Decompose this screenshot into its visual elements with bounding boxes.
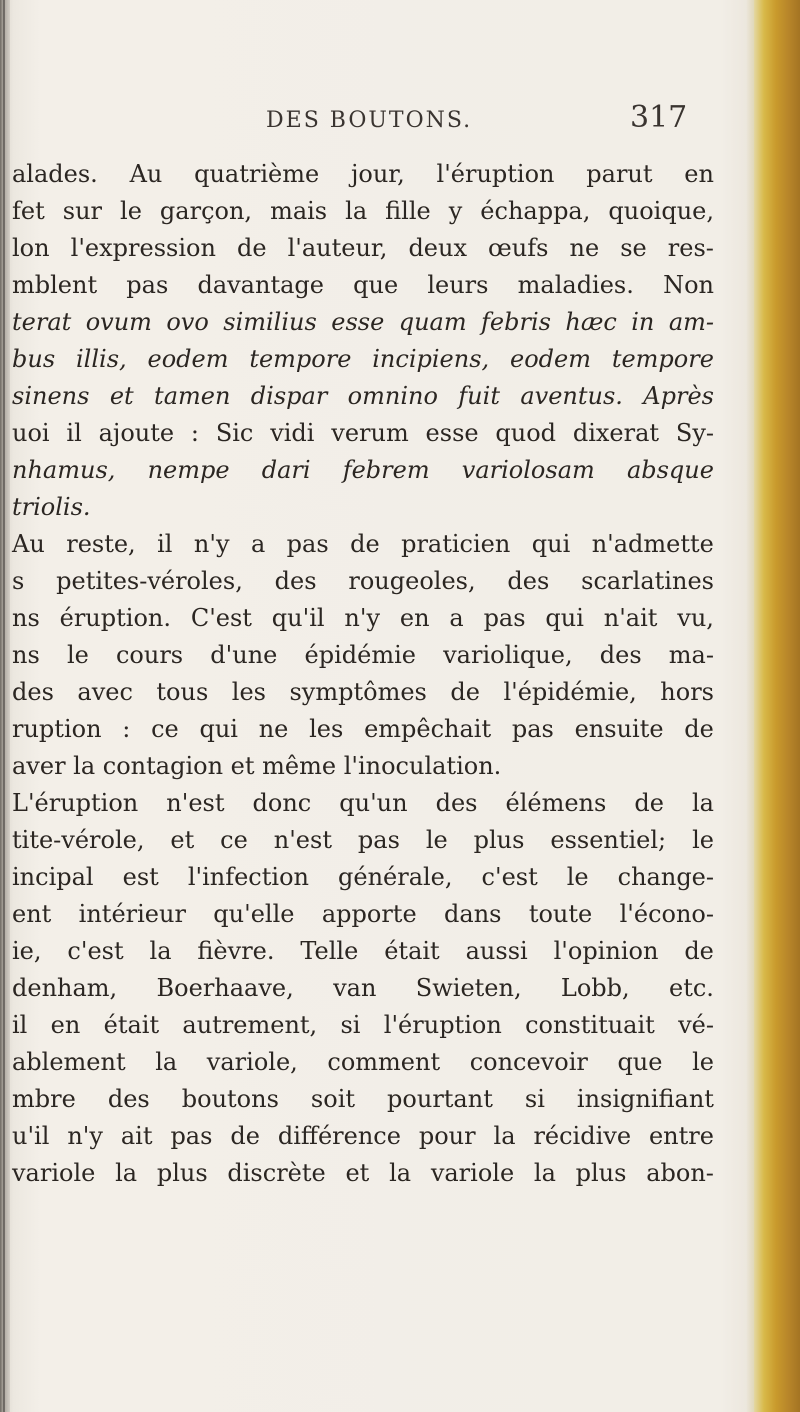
text-line: fet sur le garçon, mais la fille y échappa, quoique,	[12, 197, 714, 225]
text-line: il en était autrement, si l'éruption constituait vé-	[12, 1011, 714, 1039]
text-line: denham, Boerhaave, van Swieten, Lobb, etc.	[12, 974, 714, 1002]
text-line: sinens et tamen dispar omnino fuit aventus. Après	[12, 382, 714, 410]
text-line: tite-vérole, et ce n'est pas le plus essentiel; le	[12, 826, 714, 854]
text-line: des avec tous les symptômes de l'épidémie, hors	[12, 678, 714, 706]
text-line: u'il n'y ait pas de différence pour la récidive entre	[12, 1122, 714, 1150]
text-line: lon l'expression de l'auteur, deux œufs ne se res-	[12, 234, 714, 262]
running-head: DES BOUTONS.	[266, 108, 473, 133]
gilt-page-edge	[754, 0, 800, 1412]
text-line: uoi il ajoute : Sic vidi verum esse quod dixerat Sy-	[12, 419, 714, 447]
text-line: bus illis, eodem tempore incipiens, eodem tempore	[12, 345, 714, 373]
text-line: ent intérieur qu'elle apporte dans toute l'écono-	[12, 900, 714, 928]
text-line: alades. Au quatrième jour, l'éruption parut en	[12, 160, 714, 188]
text-line: Au reste, il n'y a pas de praticien qui n'admette	[12, 530, 714, 558]
page-edge-highlight	[746, 0, 754, 1412]
text-line: ablement la variole, comment concevoir que le	[12, 1048, 714, 1076]
text-line: s petites-véroles, des rougeoles, des scarlatines	[12, 567, 714, 595]
text-line: ruption : ce qui ne les empêchait pas ensuite de	[12, 715, 714, 743]
page-number: 317	[630, 100, 688, 135]
text-line: ns éruption. C'est qu'il n'y en a pas qui n'ait vu,	[12, 604, 714, 632]
text-line: variole la plus discrète et la variole la plus abon-	[12, 1159, 714, 1187]
text-line: terat ovum ovo similius esse quam febris hæc in am-	[12, 308, 714, 336]
text-line: ns le cours d'une épidémie variolique, des ma-	[12, 641, 714, 669]
text-line: L'éruption n'est donc qu'un des élémens de la	[12, 789, 714, 817]
text-line: mblent pas davantage que leurs maladies. Non	[12, 271, 714, 299]
text-line: mbre des boutons soit pourtant si insignifiant	[12, 1085, 714, 1113]
text-line: aver la contagion et même l'inoculation.	[12, 752, 502, 780]
text-line: triolis.	[12, 493, 91, 521]
text-line: incipal est l'infection générale, c'est le change-	[12, 863, 714, 891]
body-text	[0, 156, 730, 1192]
page-header	[0, 100, 760, 150]
text-line: ie, c'est la fièvre. Telle était aussi l'opinion de	[12, 937, 714, 965]
text-line: nhamus, nempe dari febrem variolosam absque	[12, 456, 714, 484]
